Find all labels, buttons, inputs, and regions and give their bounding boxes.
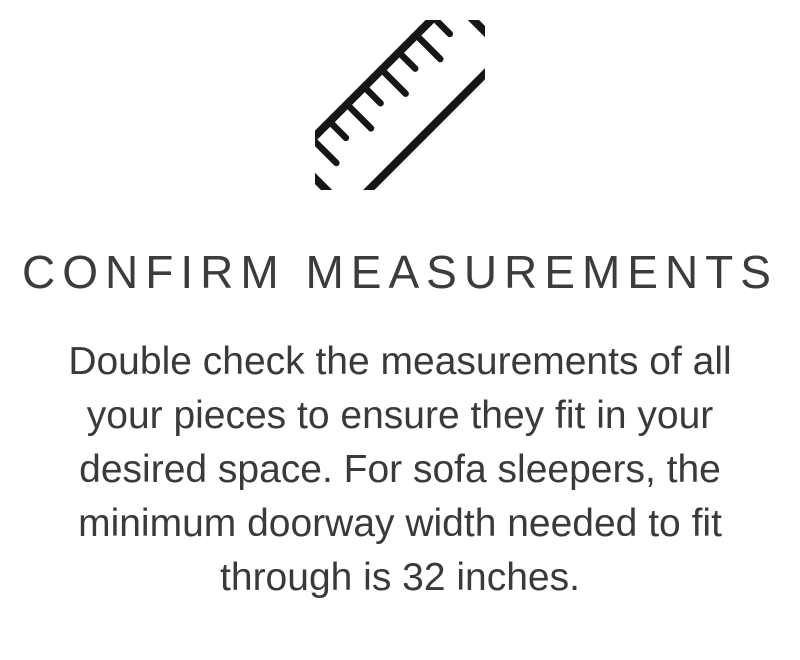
ruler-icon (315, 20, 485, 190)
section-description: Double check the measurements of all your pieces to ensure they fit in your desired space. For sofa sleepers, the minimum doorway width needed to fit through is 32 inches. (68, 339, 732, 599)
confirm-measurements-section (0, 20, 800, 660)
section-title: CONFIRM MEASUREMENTS (22, 246, 778, 298)
